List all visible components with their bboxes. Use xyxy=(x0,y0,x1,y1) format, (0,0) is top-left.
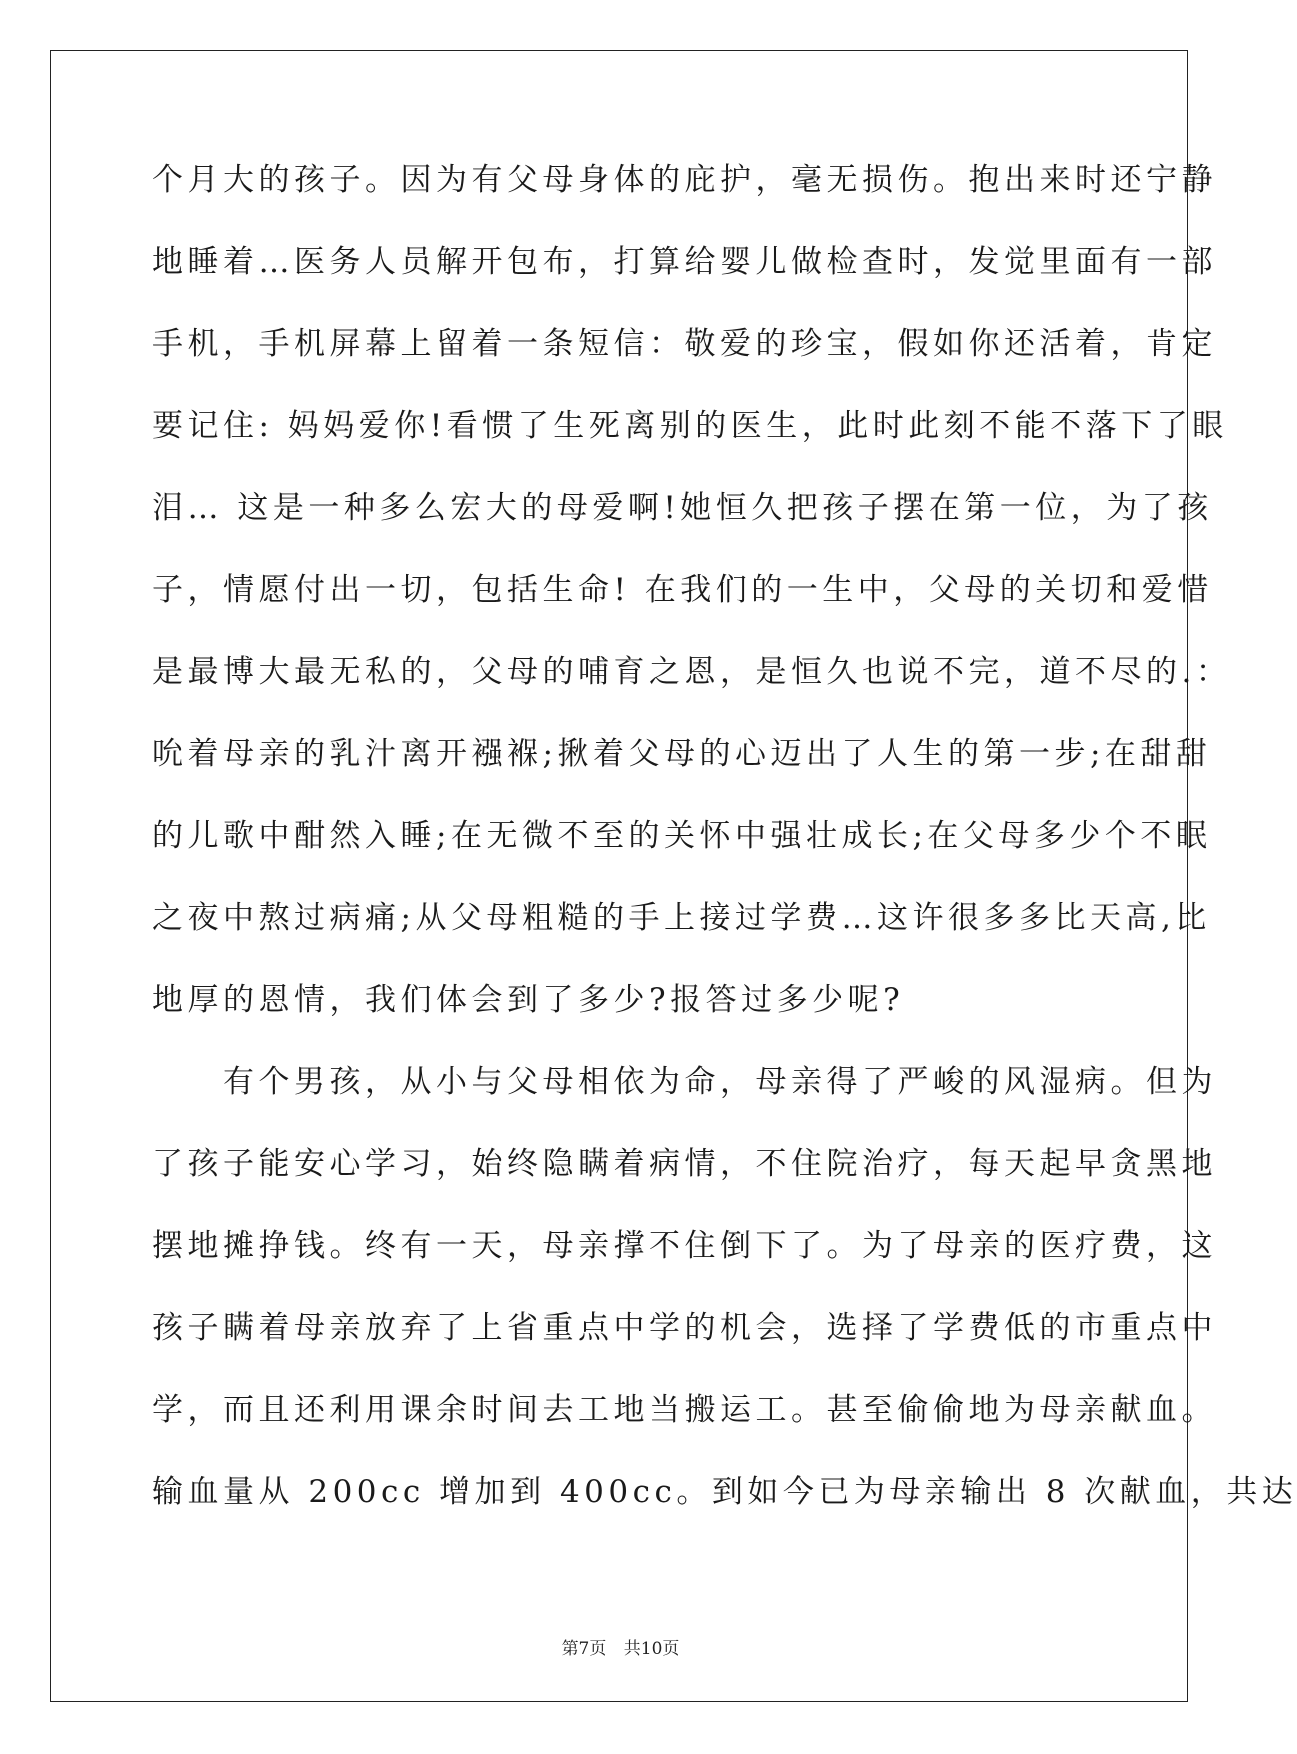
text-line: 的儿歌中酣然入睡;在无微不至的关怀中强壮成长;在父母多少个不眠 xyxy=(152,818,1212,854)
text-line: 输血量从 200cc 增加到 400cc。到如今已为母亲输出 8 次献血，共达 xyxy=(152,1474,1297,1510)
text-line: 之夜中熬过病痛;从父母粗糙的手上接过学费…这许很多多比天高,比 xyxy=(152,900,1211,936)
text-line: 地睡着…医务人员解开包布，打算给婴儿做检查时，发觉里面有一部 xyxy=(152,244,1217,280)
text-line: 学，而且还利用课余时间去工地当搬运工。甚至偷偷地为母亲献血。 xyxy=(152,1392,1217,1428)
page-number: 第7页 xyxy=(561,1639,607,1659)
text-line: 了孩子能安心学习，始终隐瞒着病情，不住院治疗，每天起早贪黑地 xyxy=(152,1146,1217,1182)
text-line: 泪… 这是一种多么宏大的母爱啊!她恒久把孩子摆在第一位，为了孩 xyxy=(152,490,1213,526)
page-footer xyxy=(0,1634,1241,1659)
text-line: 吮着母亲的乳汁离开襁褓;揪着父母的心迈出了人生的第一步;在甜甜 xyxy=(152,736,1212,772)
text-line: 孩子瞒着母亲放弃了上省重点中学的机会，选择了学费低的市重点中 xyxy=(152,1310,1217,1346)
text-line: 要记住: 妈妈爱你!看惯了生死离别的医生，此时此刻不能不落下了眼 xyxy=(152,408,1228,444)
text-line: 子，情愿付出一切，包括生命! 在我们的一生中，父母的关切和爱惜 xyxy=(152,572,1213,608)
document-body xyxy=(152,160,1297,1554)
text-line: 是最博大最无私的，父母的哺育之恩，是恒久也说不完，道不尽的.： xyxy=(152,654,1232,690)
text-line: 地厚的恩情，我们体会到了多少?报答过多少呢? xyxy=(152,982,905,1018)
text-line: 摆地摊挣钱。终有一天，母亲撑不住倒下了。为了母亲的医疗费，这 xyxy=(152,1228,1217,1264)
paragraph-first-line: 有个男孩，从小与父母相依为命，母亲得了严峻的风湿病。但为 xyxy=(152,1064,1217,1100)
text-line: 个月大的孩子。因为有父母身体的庇护，毫无损伤。抱出来时还宁静 xyxy=(152,162,1217,198)
total-pages: 共10页 xyxy=(623,1639,680,1659)
text-line: 手机，手机屏幕上留着一条短信：敬爱的珍宝，假如你还活着，肯定 xyxy=(152,326,1217,362)
